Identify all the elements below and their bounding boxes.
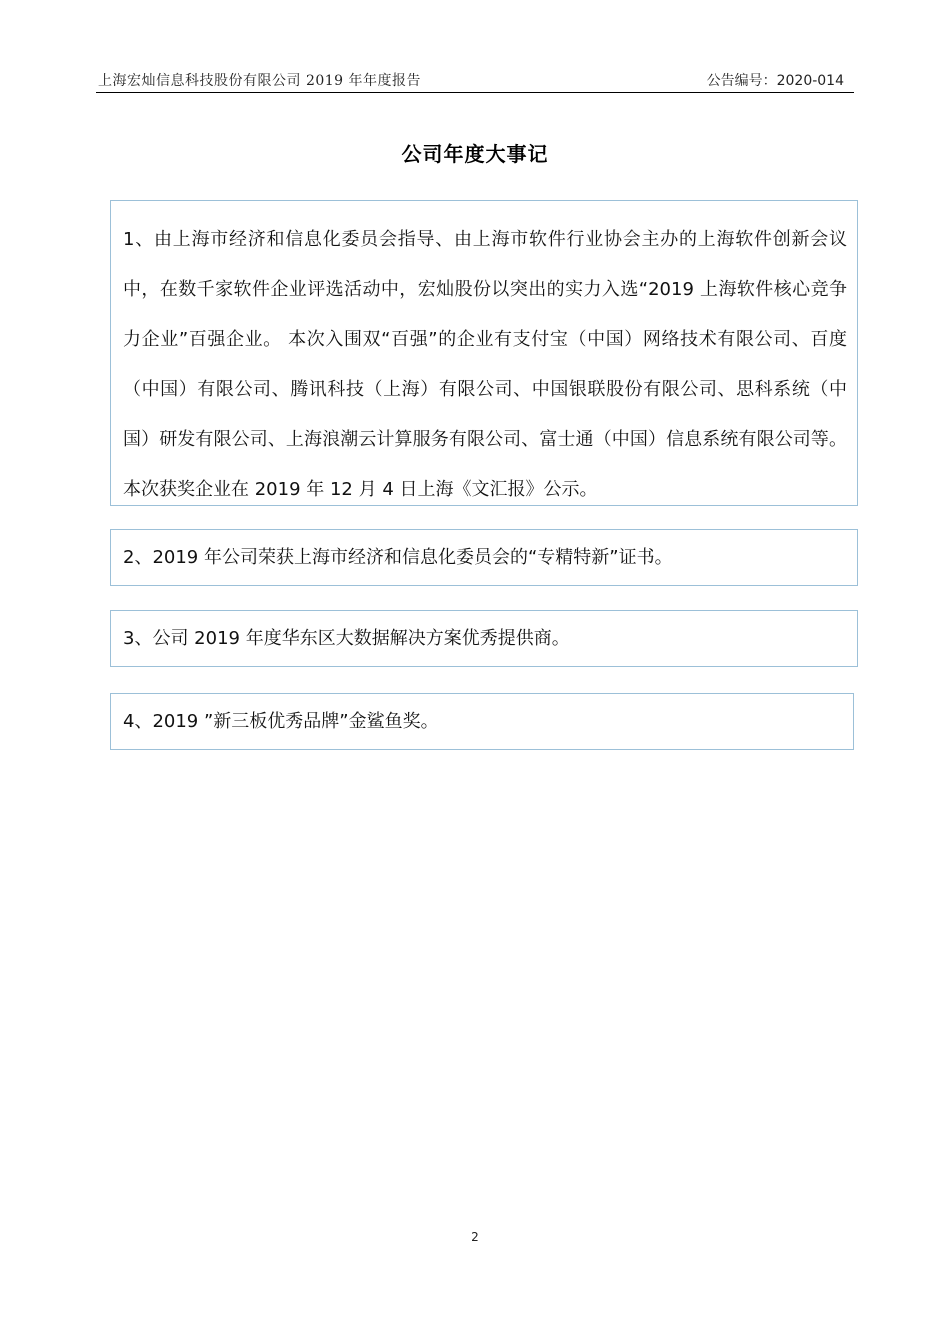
event-text-2: 2、2019 年公司荣获上海市经济和信息化委员会的“专精特新”证书。 (123, 547, 673, 568)
page-title: 公司年度大事记 (401, 142, 549, 166)
announcement-number: 公告编号：2020-014 (706, 73, 844, 89)
event-box-2 (110, 529, 858, 586)
event-text-4: 4、2019 ”新三板优秀品牌”金鲨鱼奖。 (123, 711, 439, 732)
event-box-3 (110, 610, 858, 667)
page-header (96, 60, 854, 93)
event-text-1: 1、由上海市经济和信息化委员会指导、由上海市软件行业协会主办的上海软件创新会议中，在数千家软件企业评选活动中，宏灿股份以突出的实力入选“2019 上海软件核心竞争力企业”百强企业。 本次入围双“百强”的企业有支付宝（中国）网络技术有限公司、百度（中国）有限公司、腾讯科技（上海）有限公司、中国银联股份有限公司、思科系统（中国）研发有限公司、上海浪潮云计算服务有限公司、富士通（中国）信息系统有限公司等。本次获奖企业在 2019 年 12 月 4 日上海《文汇报》公示。 (123, 229, 847, 500)
page-number: 2 (471, 1230, 479, 1244)
event-box-1 (110, 200, 858, 506)
report-title: 上海宏灿信息科技股份有限公司 2019 年年度报告 (98, 73, 422, 89)
event-text-3: 3、公司 2019 年度华东区大数据解决方案优秀提供商。 (123, 628, 570, 649)
event-box-4 (110, 693, 854, 750)
